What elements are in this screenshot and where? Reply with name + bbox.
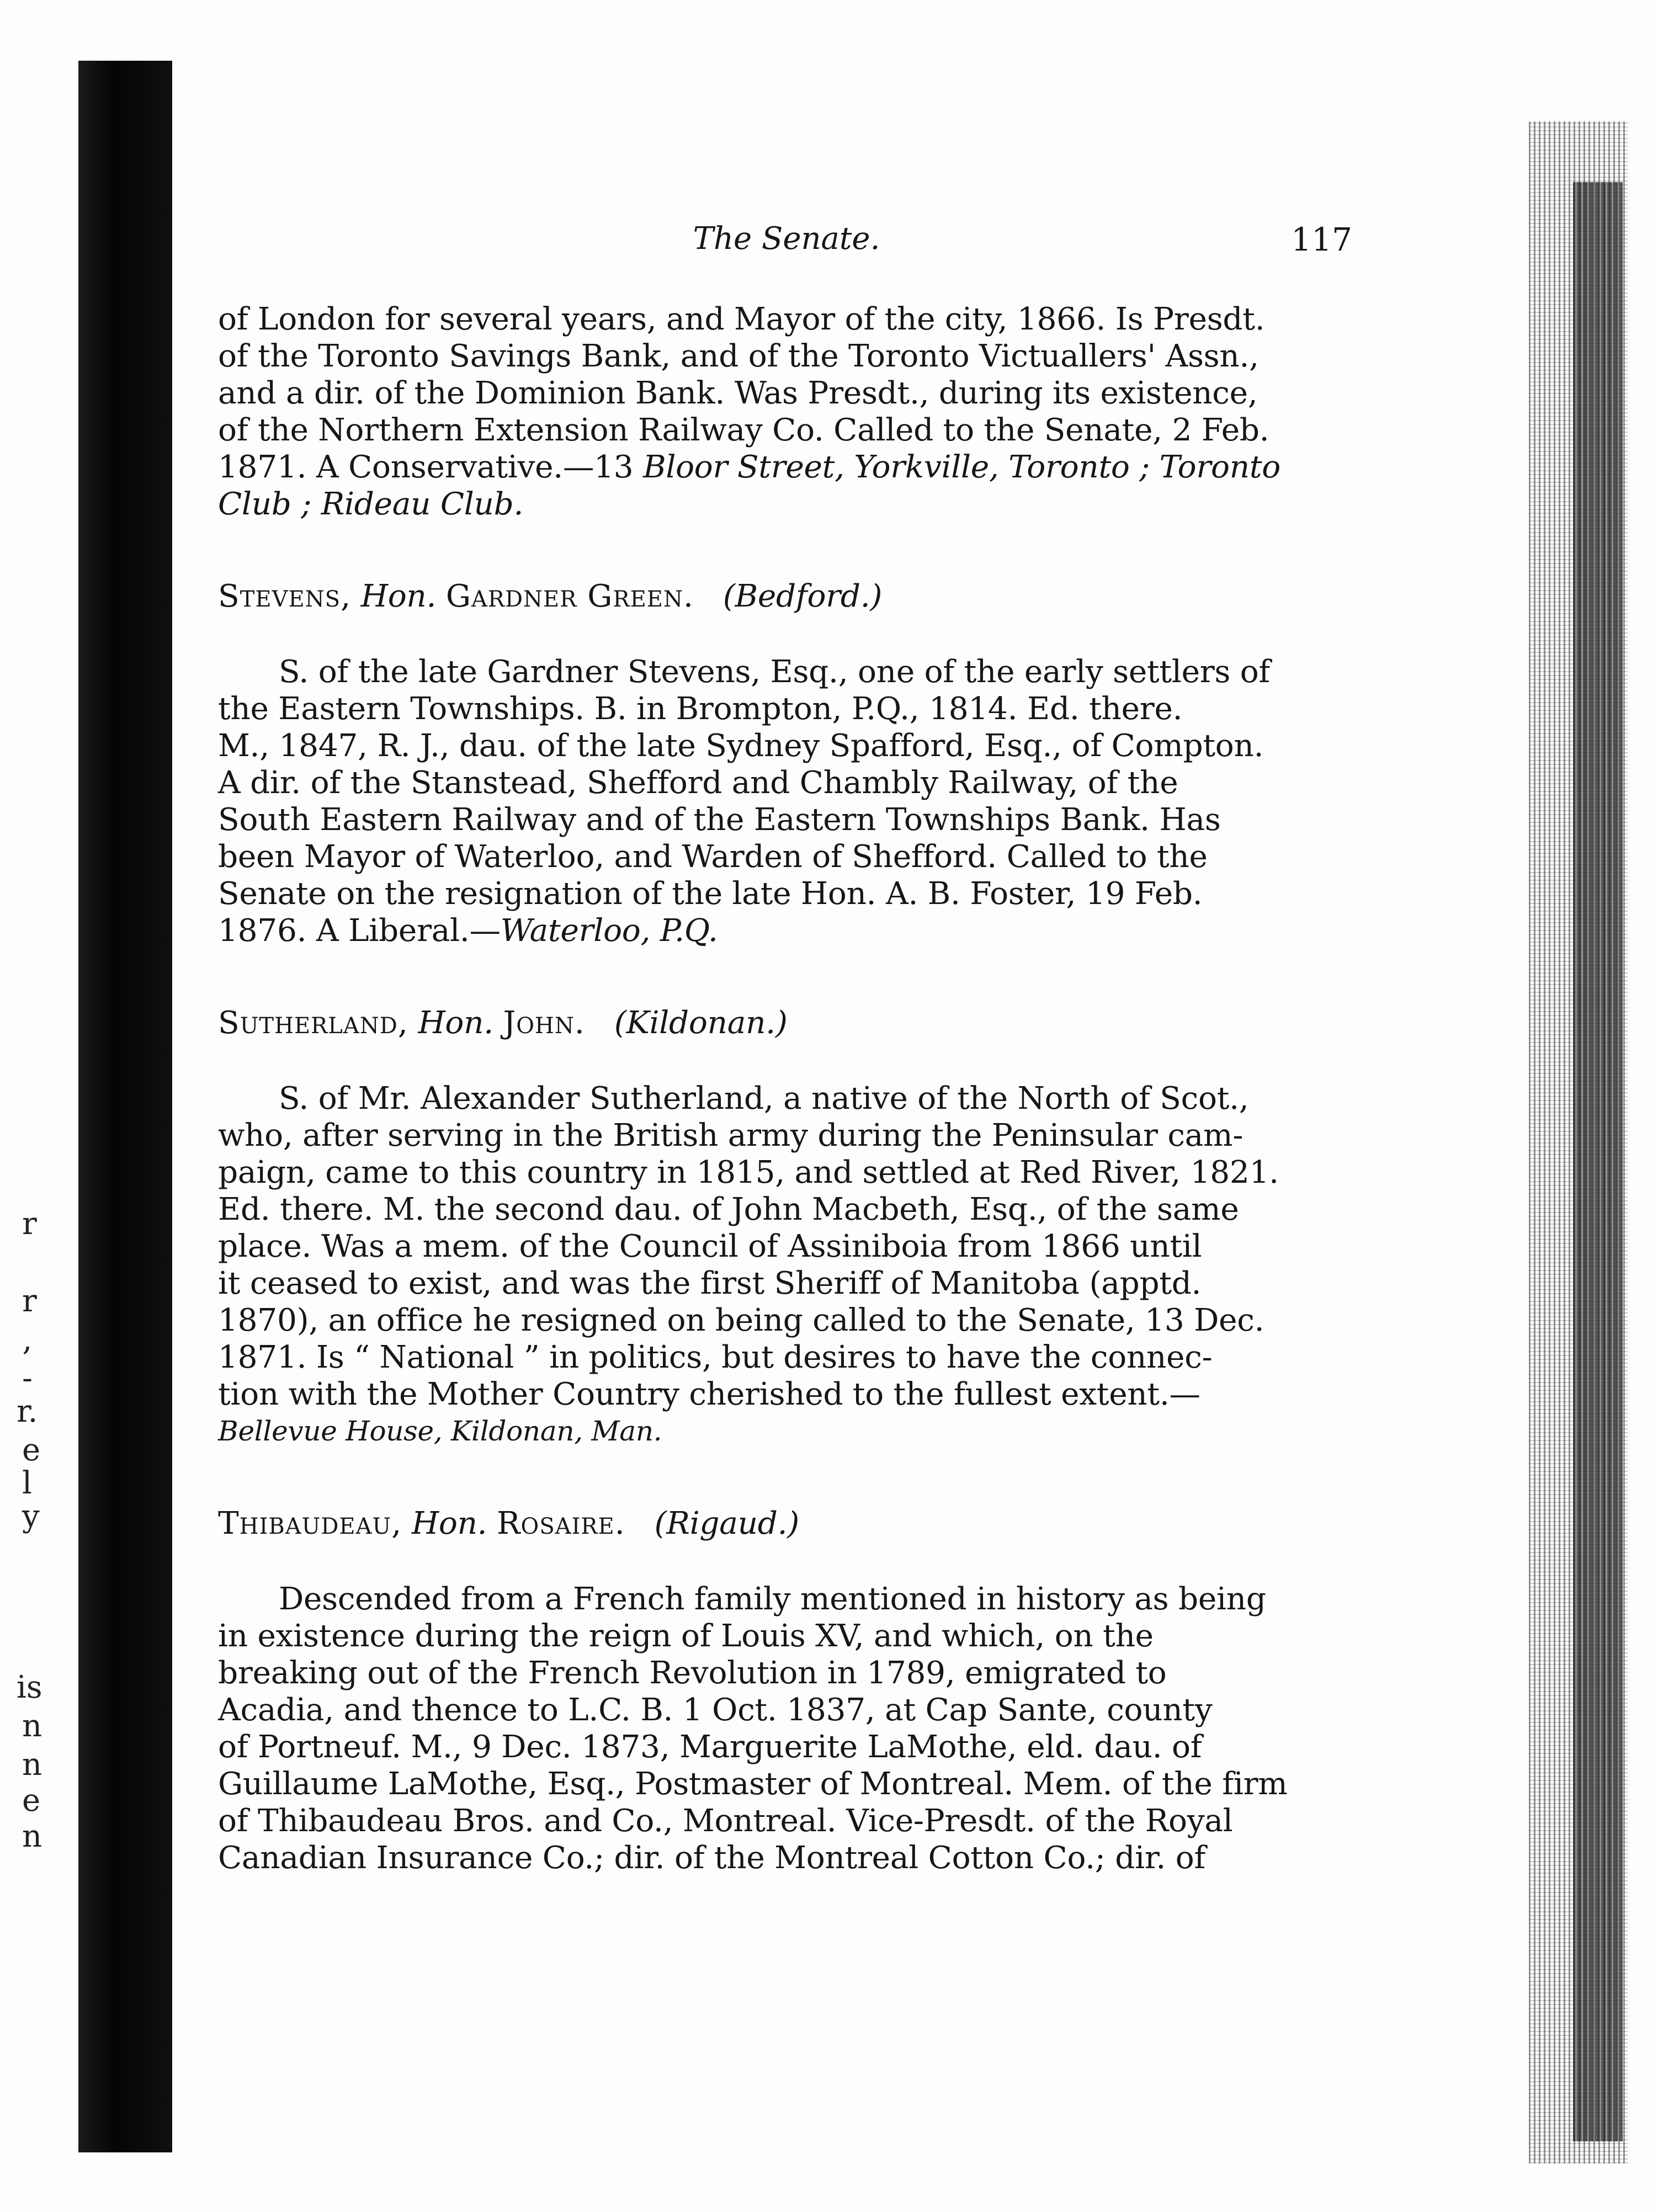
address-italic: Bloor Street, Yorkville, Toronto ; Toronto xyxy=(643,449,1280,485)
entry-surname: Sutherland, xyxy=(218,1005,408,1041)
margin-glyph: e xyxy=(22,1783,41,1818)
entry-given-name: Gardner Green. xyxy=(445,578,694,614)
entry-surname: Stevens, xyxy=(218,578,352,614)
body-text xyxy=(218,301,1344,1876)
left-margin xyxy=(0,0,77,2212)
entry-given-name: Rosaire. xyxy=(496,1506,625,1541)
text-line: and a dir. of the Dominion Bank. Was Presdt., during its existence, xyxy=(218,375,1258,411)
text-line: it ceased to exist, and was the first Sheriff of Manitoba (apptd. xyxy=(218,1265,1202,1301)
text-run: 1871. A Conservative.—13 xyxy=(218,449,644,485)
text-line: Senate on the resignation of the late Hon. A. B. Foster, 19 Feb. xyxy=(218,876,1203,912)
text-line: of Portneuf. M., 9 Dec. 1873, Marguerite LaMothe, eld. dau. of xyxy=(218,1729,1202,1765)
scan-edge-dark xyxy=(1573,182,1623,2141)
text-line: Guillaume LaMothe, Esq., Postmaster of Montreal. Mem. of the firm xyxy=(218,1766,1288,1802)
text-line: of the Northern Extension Railway Co. Called to the Senate, 2 Feb. xyxy=(218,412,1269,448)
margin-glyph: n xyxy=(22,1747,42,1783)
entry-honorific: Hon. xyxy=(360,578,437,614)
margin-glyph: y xyxy=(22,1498,40,1534)
margin-glyph: ‚ xyxy=(22,1322,32,1358)
text-line xyxy=(218,912,1344,949)
text-line: 1870), an office he resigned on being called to the Senate, 13 Dec. xyxy=(218,1302,1264,1338)
margin-glyph: r. xyxy=(17,1394,38,1429)
page-number: 117 xyxy=(1291,221,1352,258)
text-line: South Eastern Railway and of the Eastern Townships Bank. Has xyxy=(218,802,1221,838)
text-line: breaking out of the French Revolution in 1789, emigrated to xyxy=(218,1655,1167,1691)
text-line: the Eastern Townships. B. in Brompton, P.Q., 1814. Ed. there. xyxy=(218,691,1183,727)
entry-heading xyxy=(218,1004,1344,1041)
running-head xyxy=(221,221,1352,265)
entry-paragraph xyxy=(218,1581,1344,1876)
margin-glyph: n xyxy=(22,1818,42,1854)
text-line: Descended from a French family mentioned in history as being xyxy=(279,1581,1266,1617)
text-run: 1876. A Liberal.— xyxy=(218,913,501,949)
text-line: A dir. of the Stanstead, Shefford and Chambly Railway, of the xyxy=(218,765,1178,801)
text-line: M., 1847, R. J., dau. of the late Sydney Spafford, Esq., of Compton. xyxy=(218,728,1264,764)
text-line: S. of Mr. Alexander Sutherland, a native of the North of Scot., xyxy=(279,1081,1249,1116)
entry-surname: Thibaudeau, xyxy=(218,1506,402,1541)
running-title: The Senate. xyxy=(693,221,880,257)
text-line: of the Toronto Savings Bank, and of the Toronto Victuallers' Assn., xyxy=(218,338,1259,374)
entry-given-name: John. xyxy=(503,1005,585,1041)
text-line xyxy=(218,449,1344,486)
margin-glyph: is xyxy=(17,1669,42,1705)
entry-division: (Rigaud.) xyxy=(654,1506,800,1541)
text-line: place. Was a mem. of the Council of Assiniboia from 1866 until xyxy=(218,1229,1202,1264)
entry-paragraph xyxy=(218,1080,1344,1450)
text-line: Canadian Insurance Co.; dir. of the Montreal Cotton Co.; dir. of xyxy=(218,1840,1206,1876)
entry-heading xyxy=(218,1505,1344,1542)
text-line: who, after serving in the British army during the Peninsular cam- xyxy=(218,1118,1244,1153)
text-line: Ed. there. M. the second dau. of John Macbeth, Esq., of the same xyxy=(218,1192,1239,1227)
entry-paragraph xyxy=(218,653,1344,949)
text-line: tion with the Mother Country cherished to the fullest extent.— xyxy=(218,1376,1200,1412)
address-italic: Waterloo, P.Q. xyxy=(500,913,718,949)
margin-glyph: - xyxy=(22,1360,33,1396)
text-line: S. of the late Gardner Stevens, Esq., one of the early settlers of xyxy=(279,654,1271,690)
text-line: been Mayor of Waterloo, and Warden of Shefford. Called to the xyxy=(218,839,1208,875)
text-line: paign, came to this country in 1815, and settled at Red River, 1821. xyxy=(218,1155,1279,1190)
entry-heading xyxy=(218,578,1344,615)
margin-glyph: r xyxy=(22,1283,37,1319)
margin-glyph: l xyxy=(22,1465,32,1501)
margin-glyph: e xyxy=(22,1432,41,1468)
continuation-paragraph xyxy=(218,301,1344,523)
margin-glyph: r xyxy=(22,1206,37,1242)
entry-honorific: Hon. xyxy=(411,1506,487,1541)
entry-division: (Kildonan.) xyxy=(614,1005,788,1041)
entry-honorific: Hon. xyxy=(418,1005,493,1041)
address-italic: Bellevue House, Kildonan, Man. xyxy=(218,1415,662,1447)
text-line: 1871. Is “ National ” in politics, but desires to have the connec- xyxy=(218,1339,1213,1375)
binding-shadow xyxy=(78,61,172,2152)
text-line: of London for several years, and Mayor of the city, 1866. Is Presdt. xyxy=(218,301,1265,337)
text-line: Acadia, and thence to L.C. B. 1 Oct. 1837, at Cap Sante, county xyxy=(218,1692,1213,1728)
address-italic: Club ; Rideau Club. xyxy=(218,486,524,522)
entry-division: (Bedford.) xyxy=(722,578,883,614)
margin-glyph: n xyxy=(22,1708,42,1744)
text-line: of Thibaudeau Bros. and Co., Montreal. Vice-Presdt. of the Royal xyxy=(218,1803,1233,1839)
text-line: in existence during the reign of Louis XV, and which, on the xyxy=(218,1618,1154,1654)
